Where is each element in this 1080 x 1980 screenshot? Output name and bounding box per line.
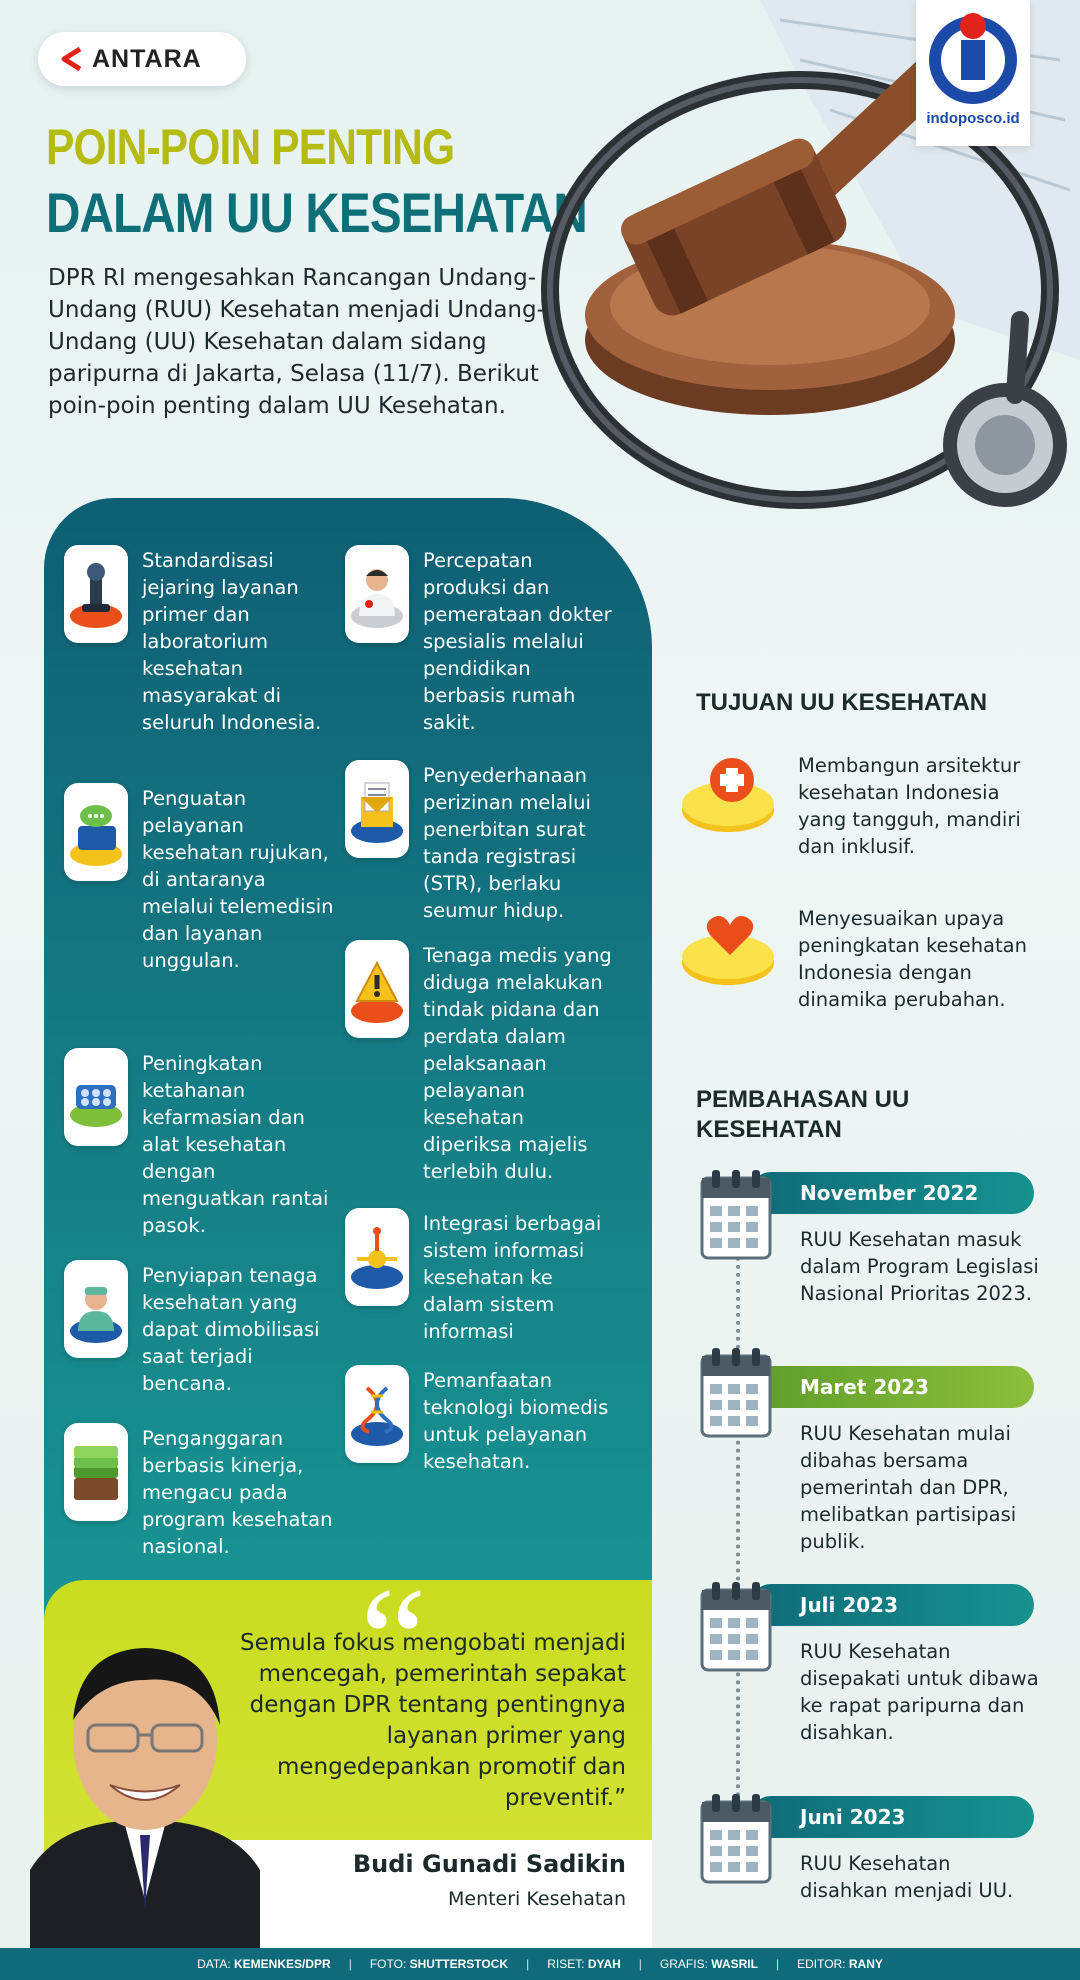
credit-foto: FOTO: SHUTTERSTOCK — [369, 1957, 509, 1971]
microscope-icon — [64, 545, 128, 643]
goal-text: Membangun arsitektur kesehatan Indonesia yang tangguh, mandiri dan inklusif. — [798, 754, 1021, 858]
timeline-date-pill: Juli 2023 — [750, 1584, 1034, 1626]
antara-chevron-icon — [58, 45, 86, 73]
goals-title: TUJUAN UU KESEHATAN — [696, 689, 988, 716]
dna-icon — [345, 1365, 409, 1463]
separator: | — [348, 1957, 352, 1971]
point-text: Integrasi berbagai sistem informasi kesehatan ke dalam sistem informasi — [423, 1212, 602, 1343]
intro-paragraph: DPR RI mengesahkan Rancangan Undang-Undang (RUU) Kesehatan menjadi Undang-Undang (UU) Kesehatan dalam sidang paripurna di Jakarta, Selasa (11/7). Berikut poin-poin penting dalam UU Kesehatan. — [48, 265, 545, 419]
money-stack-icon — [64, 1423, 128, 1521]
point-item — [345, 940, 615, 1185]
quote-mark: “ — [360, 1557, 427, 1723]
point-text: Standardisasi jejaring layanan primer dan laboratorium kesehatan masyarakat di seluruh Indonesia. — [142, 549, 322, 734]
calendar-icon — [698, 1792, 776, 1888]
credit-riset: RISET: DYAH — [547, 1957, 621, 1971]
heart-icon — [680, 905, 780, 989]
timeline-text: RUU Kesehatan disepakati untuk dibawa ke rapat paripurna dan disahkan. — [800, 1640, 1039, 1744]
point-text: Peningkatan ketahanan kefarmasian dan alat kesehatan dengan menguatkan rantai pasok. — [142, 1052, 329, 1237]
page-title-line2: DALAM UU KESEHATAN — [46, 181, 587, 244]
pill-pack-icon — [64, 1048, 128, 1146]
calendar-icon — [698, 1580, 776, 1676]
health-worker-icon — [64, 1260, 128, 1358]
document-mail-icon — [345, 760, 409, 858]
network-system-icon — [345, 1208, 409, 1306]
goal-text: Menyesuaikan upaya peningkatan kesehatan Indonesia dengan dinamika perubahan. — [798, 907, 1027, 1011]
timeline-date-pill: Juni 2023 — [750, 1796, 1034, 1838]
page-title-line1: POIN-POIN PENTING — [46, 119, 455, 175]
point-item — [64, 1260, 334, 1397]
timeline-text: RUU Kesehatan mulai dibahas bersama pemerintah dan DPR, melibatkan partisipasi publik. — [800, 1422, 1017, 1553]
timeline-date-pill: Maret 2023 — [750, 1366, 1034, 1408]
timeline-text: RUU Kesehatan disahkan menjadi UU. — [800, 1852, 1014, 1902]
point-text: Percepatan produksi dan pemerataan dokter spesialis melalui pendidikan berbasis rumah sakit. — [423, 549, 612, 734]
point-text: Penganggaran berbasis kinerja, mengacu pada program kesehatan nasional. — [142, 1427, 333, 1558]
speaker-role: Menteri Kesehatan — [447, 1888, 626, 1910]
timeline-title-line2: KESEHATAN — [696, 1116, 842, 1143]
brand-text: ANTARA — [92, 44, 202, 73]
point-text: Penyederhanaan perizinan melalui penerbitan surat tanda registrasi (STR), berlaku seumur hidup. — [423, 764, 591, 922]
point-item — [64, 1048, 334, 1239]
credits-footer — [0, 1948, 1080, 1980]
point-item — [64, 545, 334, 736]
point-item — [345, 545, 615, 736]
credit-editor: EDITOR: RANY — [797, 1957, 883, 1971]
medical-cross-icon — [680, 752, 780, 836]
minister-portrait — [30, 1620, 260, 1948]
timeline-title-line1: PEMBAHASAN UU — [696, 1086, 910, 1113]
antara-logo — [38, 32, 246, 86]
timeline-dotted-line — [736, 1185, 740, 1805]
telemedicine-phone-icon — [64, 783, 128, 881]
speaker-name: Budi Gunadi Sadikin — [352, 1850, 626, 1878]
timeline-date-pill: November 2022 — [750, 1172, 1034, 1214]
separator: | — [638, 1957, 642, 1971]
point-item — [345, 1365, 615, 1475]
separator: | — [775, 1957, 780, 1971]
credit-data: DATA: KEMENKES/DPR — [197, 1957, 331, 1971]
indoposco-logo-text: indoposco.id — [926, 110, 1020, 127]
credit-grafis: GRAFIS: WASRIL — [659, 1957, 758, 1971]
timeline-text: RUU Kesehatan masuk dalam Program Legislasi Nasional Prioritas 2023. — [800, 1228, 1039, 1305]
calendar-icon — [698, 1168, 776, 1264]
point-text: Penguatan pelayanan kesehatan rujukan, di antaranya melalui telemedisin dan layanan unggulan. — [142, 787, 334, 972]
point-item — [64, 783, 334, 974]
calendar-icon — [698, 1346, 776, 1442]
point-item — [64, 1423, 334, 1560]
doctor-icon — [345, 545, 409, 643]
timeline-title — [696, 1085, 909, 1145]
point-text: Pemanfaatan teknologi biomedis untuk pelayanan kesehatan. — [423, 1369, 609, 1473]
warning-icon — [345, 940, 409, 1038]
point-item — [345, 760, 615, 924]
goal-item — [680, 905, 1040, 1013]
quote-text: Semula fokus mengobati menjadi mencegah, pemerintah sepakat dengan DPR tentang pentingnya layanan primer yang mengedepankan promotif dan preventif.” — [239, 1630, 626, 1811]
separator: | — [526, 1957, 530, 1971]
point-item — [345, 1208, 615, 1345]
indoposco-emblem-icon — [916, 0, 1030, 105]
point-text: Penyiapan tenaga kesehatan yang dapat dimobilisasi saat terjadi bencana. — [142, 1264, 320, 1395]
point-text: Tenaga medis yang diduga melakukan tindak pidana dan perdata dalam pelaksanaan pelayanan kesehatan diperiksa majelis terlebih dulu. — [423, 944, 612, 1183]
goal-item — [680, 752, 1040, 860]
